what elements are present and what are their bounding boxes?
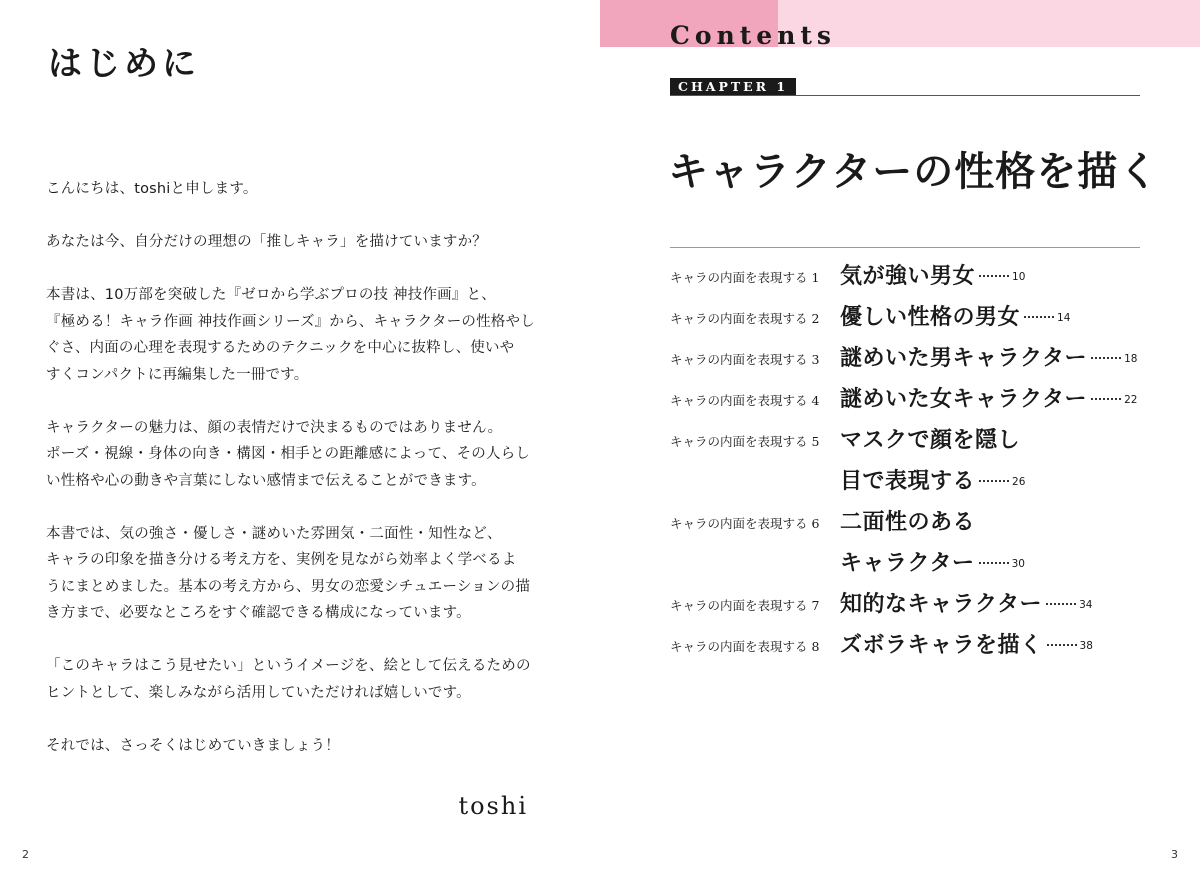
toc-title-block [840, 260, 1025, 301]
toc-title: 優しい性格の男女 [840, 305, 1021, 330]
toc-title: 謎めいた男キャラクター [840, 346, 1088, 371]
paragraph-line: あなたは今、自分だけの理想の「推しキャラ」を描けていますか？ [46, 234, 487, 250]
toc-title: キャラクター [840, 551, 975, 576]
toc-leader-dots [979, 480, 1009, 482]
toc-label: キャラの内面を表現する 7 [670, 598, 820, 613]
toc-title-line [840, 342, 1137, 383]
paragraph-line: こんにちは、toshiと申します。 [46, 181, 258, 197]
intro-paragraph [46, 653, 546, 706]
toc-page-number: 38 [1079, 640, 1093, 652]
toc-title-line [840, 506, 1025, 547]
paragraph-line: キャラの印象を描き分ける考え方を、実例を見ながら効率よく学べるよ [46, 552, 517, 568]
intro-paragraph [46, 229, 546, 256]
toc-title-block [840, 342, 1137, 383]
intro-paragraph [46, 415, 546, 495]
toc-title-block [840, 506, 1025, 588]
paragraph-line: それでは、さっそくはじめていきましょう！ [46, 737, 340, 754]
paragraph-line: ヒントとして、楽しみながら活用していただければ嬉しいです。 [46, 684, 471, 701]
toc-leader-dots [1091, 398, 1121, 400]
toc-label: キャラの内面を表現する 4 [670, 393, 820, 408]
toc-label: キャラの内面を表現する 8 [670, 639, 820, 654]
toc-title-line [840, 465, 1025, 506]
toc-title-line [840, 260, 1025, 301]
chapter-rule [670, 95, 1140, 96]
toc-divider [670, 247, 1140, 248]
toc-title-line [840, 424, 1025, 465]
paragraph-line: うにまとめました。基本の考え方から、男女の恋愛シチュエーションの描 [46, 578, 531, 595]
toc-title-line [840, 383, 1137, 424]
toc-title-block [840, 301, 1070, 342]
toc-page-number: 22 [1124, 394, 1138, 406]
toc-title-block [840, 588, 1092, 629]
toc-title-line [840, 588, 1092, 629]
toc-title-block [840, 383, 1137, 424]
page-number-left: 2 [22, 848, 29, 861]
header-band-light [778, 0, 1200, 47]
toc-title: 二面性のある [840, 510, 976, 535]
toc-page-number: 26 [1012, 476, 1026, 488]
toc-page-number: 34 [1079, 599, 1093, 611]
toc-leader-dots [1046, 603, 1076, 605]
toc-label: キャラの内面を表現する 3 [670, 352, 820, 367]
toc-title: マスクで顔を隠し [840, 428, 1021, 453]
paragraph-line: ぐさ、内面の心理を表現するためのテクニックを中心に抜粋し、使いや [46, 340, 515, 356]
paragraph-line: ポーズ・視線・身体の向き・構図・相手との距離感によって、その人らし [46, 446, 531, 462]
toc-leader-dots [1091, 357, 1121, 359]
toc-title-line [840, 547, 1025, 588]
contents-title: Contents [670, 21, 837, 50]
chapter-badge: CHAPTER 1 [670, 78, 796, 96]
page-number-right: 3 [1171, 848, 1178, 861]
toc-title-line [840, 629, 1093, 670]
toc-title: 知的なキャラクター [840, 592, 1043, 617]
toc-label: キャラの内面を表現する 6 [670, 516, 820, 531]
toc-title: ズボラキャラを描く [840, 633, 1043, 658]
toc-page-number: 14 [1057, 312, 1071, 324]
intro-body [46, 176, 546, 786]
intro-paragraph [46, 733, 546, 760]
toc-title: 目で表現する [840, 469, 976, 494]
toc-title: 気が強い男女 [840, 264, 976, 289]
paragraph-line: 「このキャラはこう見せたい」というイメージを、絵として伝えるための [46, 658, 531, 674]
intro-paragraph [46, 282, 546, 388]
chapter-title: キャラクターの性格を描く [668, 149, 1160, 195]
paragraph-line: 『極める！キャラ作画 神技作画シリーズ』から、キャラクターの性格やし [46, 313, 535, 330]
toc-title-line [840, 301, 1070, 342]
intro-title: はじめに [48, 44, 200, 84]
toc-leader-dots [979, 562, 1009, 564]
toc-label: キャラの内面を表現する 2 [670, 311, 820, 326]
toc-title-block [840, 424, 1025, 506]
toc-label: キャラの内面を表現する 5 [670, 434, 820, 449]
paragraph-line: すくコンパクトに再編集した一冊です。 [46, 366, 309, 383]
toc-leader-dots [1047, 644, 1077, 646]
toc-page-number: 18 [1124, 353, 1138, 365]
intro-paragraph [46, 176, 546, 203]
paragraph-line: い性格や心の動きや言葉にしない感情まで伝えることができます。 [46, 472, 486, 489]
paragraph-line: き方まで、必要なところをすぐ確認できる構成になっています。 [46, 605, 471, 621]
author-signature: toshi [458, 792, 528, 820]
toc-leader-dots [1024, 316, 1054, 318]
toc-title: 謎めいた女キャラクター [840, 387, 1088, 412]
toc-title-block [840, 629, 1093, 670]
paragraph-line: 本書では、気の強さ・優しさ・謎めいた雰囲気・二面性・知性など、 [46, 525, 502, 542]
chapter-header [670, 78, 1140, 96]
intro-paragraph [46, 521, 546, 627]
toc-leader-dots [979, 275, 1009, 277]
toc-page-number: 30 [1011, 558, 1025, 570]
paragraph-line: キャラクターの魅力は、顔の表情だけで決まるものではありません。 [46, 419, 503, 436]
toc-label: キャラの内面を表現する 1 [670, 270, 820, 285]
right-page [600, 0, 1200, 882]
paragraph-line: 本書は、10万部を突破した『ゼロから学ぶプロの技 神技作画』と、 [46, 287, 496, 303]
toc-page-number: 10 [1012, 271, 1026, 283]
